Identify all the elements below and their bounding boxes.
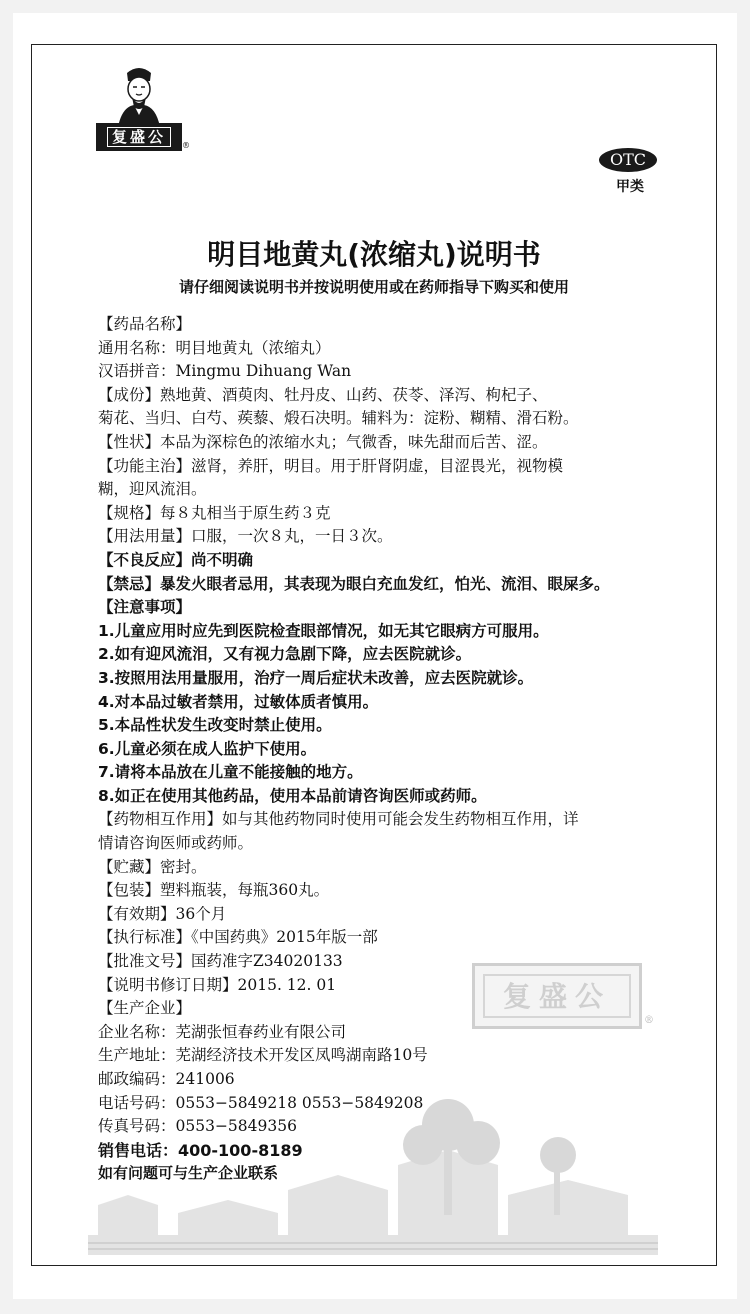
registered-mark: ® [182, 141, 190, 150]
bold-line: 4.对本品过敏者禁用，过敏体质者慎用。 [98, 692, 379, 711]
brand-plate [96, 123, 182, 151]
watermark-registered: ® [644, 1015, 654, 1026]
sales-phone: 销售电话：400-100-8189 [98, 1140, 303, 1160]
text-line: 企业名称：芜湖张恒春药业有限公司 [98, 1022, 347, 1041]
text-line: 【批准文号】国药准字Z34020133 [98, 952, 343, 971]
text-line: 【功能主治】滋肾，养肝，明目。用于肝肾阴虚，目涩畏光，视物模 [98, 456, 564, 475]
text-line: 【性状】本品为深棕色的浓缩水丸；气微香，味先甜而后苦、涩。 [98, 432, 548, 451]
text-line: 情请咨询医师或药师。 [98, 834, 254, 853]
contact-note: 如有问题可与生产企业联系 [98, 1164, 279, 1183]
text-line: 糊，迎风流泪。 [98, 480, 207, 499]
bold-line: 【注意事项】 [98, 598, 192, 617]
text-line: 【药品名称】 [98, 315, 192, 333]
bold-line: 6.儿童必须在成人监护下使用。 [98, 739, 317, 758]
text-line: 【包装】塑料瓶装，每瓶360丸。 [98, 881, 330, 900]
text-line: 汉语拼音：Mingmu Dihuang Wan [98, 362, 352, 381]
text-line: 邮政编码：241006 [98, 1070, 235, 1088]
text-line: 【执行标准】《中国药典》2015年版一部 [98, 928, 378, 947]
text-line: 菊花、当归、白芍、蒺藜、煅石决明。辅料为：淀粉、糊精、滑石粉。 [98, 409, 579, 428]
bold-line: 1.儿童应用时应先到医院检查眼部情况，如无其它眼病方可服用。 [98, 621, 549, 640]
bold-line: 3.按照用法用量服用，治疗一周后症状未改善，应去医院就诊。 [98, 668, 534, 687]
leaflet-content [98, 313, 698, 1186]
bold-line: 5.本品性状发生改变时禁止使用。 [98, 716, 332, 735]
document-title: 明目地黄丸(浓缩丸)说明书 [207, 238, 541, 271]
bold-line: 8.如正在使用其他药品，使用本品前请咨询医师或药师。 [98, 786, 487, 805]
otc-badge: OTC [599, 148, 657, 172]
village-scenery-illustration [88, 1095, 658, 1255]
text-line: 【成份】熟地黄、酒萸肉、牡丹皮、山药、茯苓、泽泻、枸杞子、 [98, 385, 548, 404]
text-line: 生产地址：芜湖经济技术开发区凤鸣湖南路10号 [98, 1046, 428, 1065]
bold-line: 7.请将本品放在儿童不能接触的地方。 [98, 763, 363, 782]
text-line: 【生产企业】 [98, 999, 192, 1018]
scholar-portrait-icon [114, 63, 164, 127]
otc-class: 甲类 [616, 179, 644, 195]
text-line: 【贮藏】密封。 [98, 857, 207, 876]
text-line: 【规格】每８丸相当于原生药３克 [98, 503, 331, 522]
watermark-text: 复盛公 [483, 974, 631, 1018]
text-line: 通用名称：明目地黄丸（浓缩丸） [98, 338, 331, 357]
bold-line: 2.如有迎风流泪，又有视力急剧下降，应去医院就诊。 [98, 645, 472, 664]
bold-line: 【禁忌】暴发火眼者忌用，其表现为眼白充血发红，怕光、流泪、眼屎多。 [98, 574, 610, 593]
watermark-logo [472, 963, 642, 1029]
text-line: 【说明书修订日期】2015. 12. 01 [98, 975, 337, 994]
brand-name: 复盛公 [107, 127, 171, 147]
text-line: 【有效期】36个月 [98, 904, 227, 923]
brand-logo [96, 61, 190, 153]
document-subtitle: 请仔细阅读说明书并按说明使用或在药师指导下购买和使用 [178, 278, 569, 296]
text-line: 【药物相互作用】如与其他药物同时使用可能会发生药物相互作用，详 [98, 810, 579, 829]
leaflet-frame [31, 44, 717, 1266]
text-line: 传真号码：0553−5849356 [98, 1117, 297, 1136]
text-line: 电话号码：0553−5849218 0553−5849208 [98, 1093, 424, 1112]
bold-line: 【不良反应】尚不明确 [98, 550, 254, 569]
text-line: 【用法用量】口服，一次８丸，一日３次。 [98, 527, 393, 546]
